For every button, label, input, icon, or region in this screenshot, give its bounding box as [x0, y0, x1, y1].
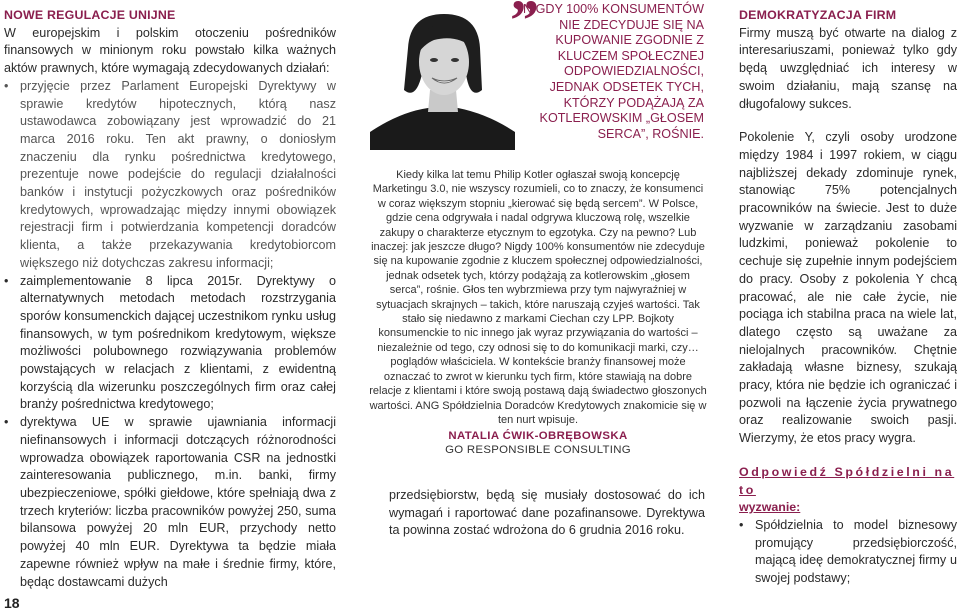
section-heading-eu-regulations: NOWE REGULACJE UNIJNE — [4, 8, 176, 22]
page-number: 18 — [4, 595, 20, 611]
section-heading-democratization: DEMOKRATYZACJA FIRM — [739, 8, 897, 22]
author-photo — [370, 4, 515, 150]
list-item: • zaimplementowanie 8 lipca 2015r. Dyrektywy o alternatywnych metodach metodach rozstrzygania sporów konsumenckich dającej uczestnikom rynku usług finansowych, w tym pośrednikom kredytowym, większe możliwości polubownego rozwiązywania problemów powstających w relacjach z klientami, z ewidentną korzyścią dla wizerunku poszczególnych firm oraz całej branży pośrednictwa kredytowego; — [4, 273, 336, 415]
list-item: • przyjęcie przez Parlament Europejski Dyrektywy w sprawie kredytów hipotecznych, którą nasz ustawodawca zobowiązany jest wprowadzić do 21 marca 2016 roku. Ten akt prawny, o doniosłym znaczeniu dla rynku pośrednictwa kredytowego, prezentuje nowe podejście do regulacji działalności banków i instytucji pożyczkowych oraz pośredników kredytowych, wprowadzając między innymi obowiązek rejestracji firm i potwierdzania kompetencji doradców klienta, a także przekazywania kredytobiorcom większego niż dotychczas zakresu informacji; — [4, 78, 336, 273]
pull-quote: NIGDY 100% KONSUMENTÓW NIE ZDECYDUJE SIĘ NA KUPOWANIE ZGODNIE Z KLUCZEM SPOŁECZNEJ ODPOWIEDZIALNOŚCI, JEDNAK ODSETEK TYCH, KTÓRZY PODĄŻAJĄ ZA KOTLEROWSKIM „GŁOSEM SERCA”, ROŚNIE. — [522, 2, 704, 141]
list-item: • dyrektywa UE w sprawie ujawniania informacji niefinansowych i informacji dotczących różnorodności wprowadza obowiązek raportowania CSR na jednostki zainteresowania publicznego, m.in. banki, firmy ubezpieczeniowe, spółki giełdowe, które spełniają dwa z trzech kryteriów: liczba pracowników powyżej 250, suma bilansowa powyżej 20 mln EUR, przychody netto powyżej 40 mln EUR. Dyrektywa ta będzie miała zapewne również wpływ na małe i średnie firmy, które, będąc dostawcami dużych — [4, 414, 336, 591]
left-column — [4, 7, 336, 591]
middle-continuation-paragraph — [389, 487, 705, 540]
signature-organization: GO RESPONSIBLE CONSULTING — [445, 444, 631, 456]
regulation-list — [4, 78, 336, 591]
list-item: • Spółdzielnia to model biznesowy promujący przedsiębiorczość, mającą ideę demokratycznej firmy u swojej podstawy; — [739, 517, 957, 588]
signature-block — [368, 430, 708, 456]
quote-mark-icon: ” — [510, 0, 539, 53]
generation-y-paragraph: Pokolenie Y, czyli osoby urodzone między 1984 i 1997 rokiem, w ciągu najbliższej dekady zdominuje rynek, stanowiąc 75% potencjalnych pracowników na świecie. Jest to duże wyzwanie w zarządzaniu zasobami ludzkimi, ponieważ pokolenie to cechuje się zupełnie innym podejściem do pracy. Osoby z pokolenia Y chcą pracować, ale nie całe życie, nie pociąga ich stabilna praca na wiele lat, dlatego często są uważane za nielojalnych pracowników. Chętnie zakładają własne biznesy, szukają pracy, która nie będzie ich ograniczać i pozwoli na łączenie życia prywatnego oraz realizowanie swoich pasji. Wierzymy, że etos pracy wygra. — [739, 130, 957, 446]
signature-name: NATALIA ĆWIK-OBRĘBOWSKA — [448, 430, 628, 442]
answer-list — [739, 517, 957, 588]
continuation-text: przedsiębiorstw, będą się musiały dostosować do ich wymagań i raportować dane pozafinansowe. Dyrektywa ta powinna zostać wdrożona do 6 grudnia 2016 roku. — [389, 488, 705, 538]
intro-paragraph: W europejskim i polskim otoczeniu pośredników finansowych w minionym roku powstało kilka ważnych aktów prawnych, które wymagają zdecydowanych działań: — [4, 25, 336, 76]
sidebar-commentary: Kiedy kilka lat temu Philip Kotler ogłaszał swoją koncepcję Marketingu 3.0, nie wszyscy rozumieli, co to znaczy, że konsumenci w coraz większym stopniu „kierować się będą sercem”. W Polsce, gdzie cena odgrywała i nadal odgrywa kluczową rolę, wszelkie zakupy o charakterze etycznym to egzotyka. Czy na pewno? Lub inaczej: jak jeszcze długo? Nigdy 100% konsumentów nie zdecyduje się na kupowanie zgodnie z kluczem społecznej odpowiedzialności, jednak odsetek tych, którzy podążają za kotlerowskim „głosem serca”, rośnie. Głos ten wybrzmiewa przy tym najwyraźniej w sytuacjach skrajnych – takich, które naruszają czyjeś wartości. Tak stało się niedawno z markami Ciechan czy LPP. Bojkoty konsumenckie to nic innego jak wyraz przywiązania do wartości – niezależnie od tego, czy odnosi się to do komunikacji marki, czy… poglądów właściciela. W kontekście branży finansowej może oznaczać to zwrot w kierunku tych firm, które stawiają na dobre relacje z klientami i które swoją postawą dają świadectwo głoszonych wartości. ANG Spółdzielnia Doradców Kredytowych znakomicie się w ten nurt wpisuje. — [369, 169, 707, 426]
democratization-paragraph: Firmy muszą być otwarte na dialog z interesariuszami, ponieważ tylko gdy będą uwzględniać ich interesy w swoim działaniu, mają szansę na długofalowy sukces. — [739, 25, 957, 111]
answer-heading: Odpowiedź Spółdzielni na to — [739, 464, 955, 497]
portrait-image — [370, 4, 515, 150]
right-column — [739, 7, 957, 588]
answer-heading-continued: wyzwanie: — [739, 500, 801, 515]
